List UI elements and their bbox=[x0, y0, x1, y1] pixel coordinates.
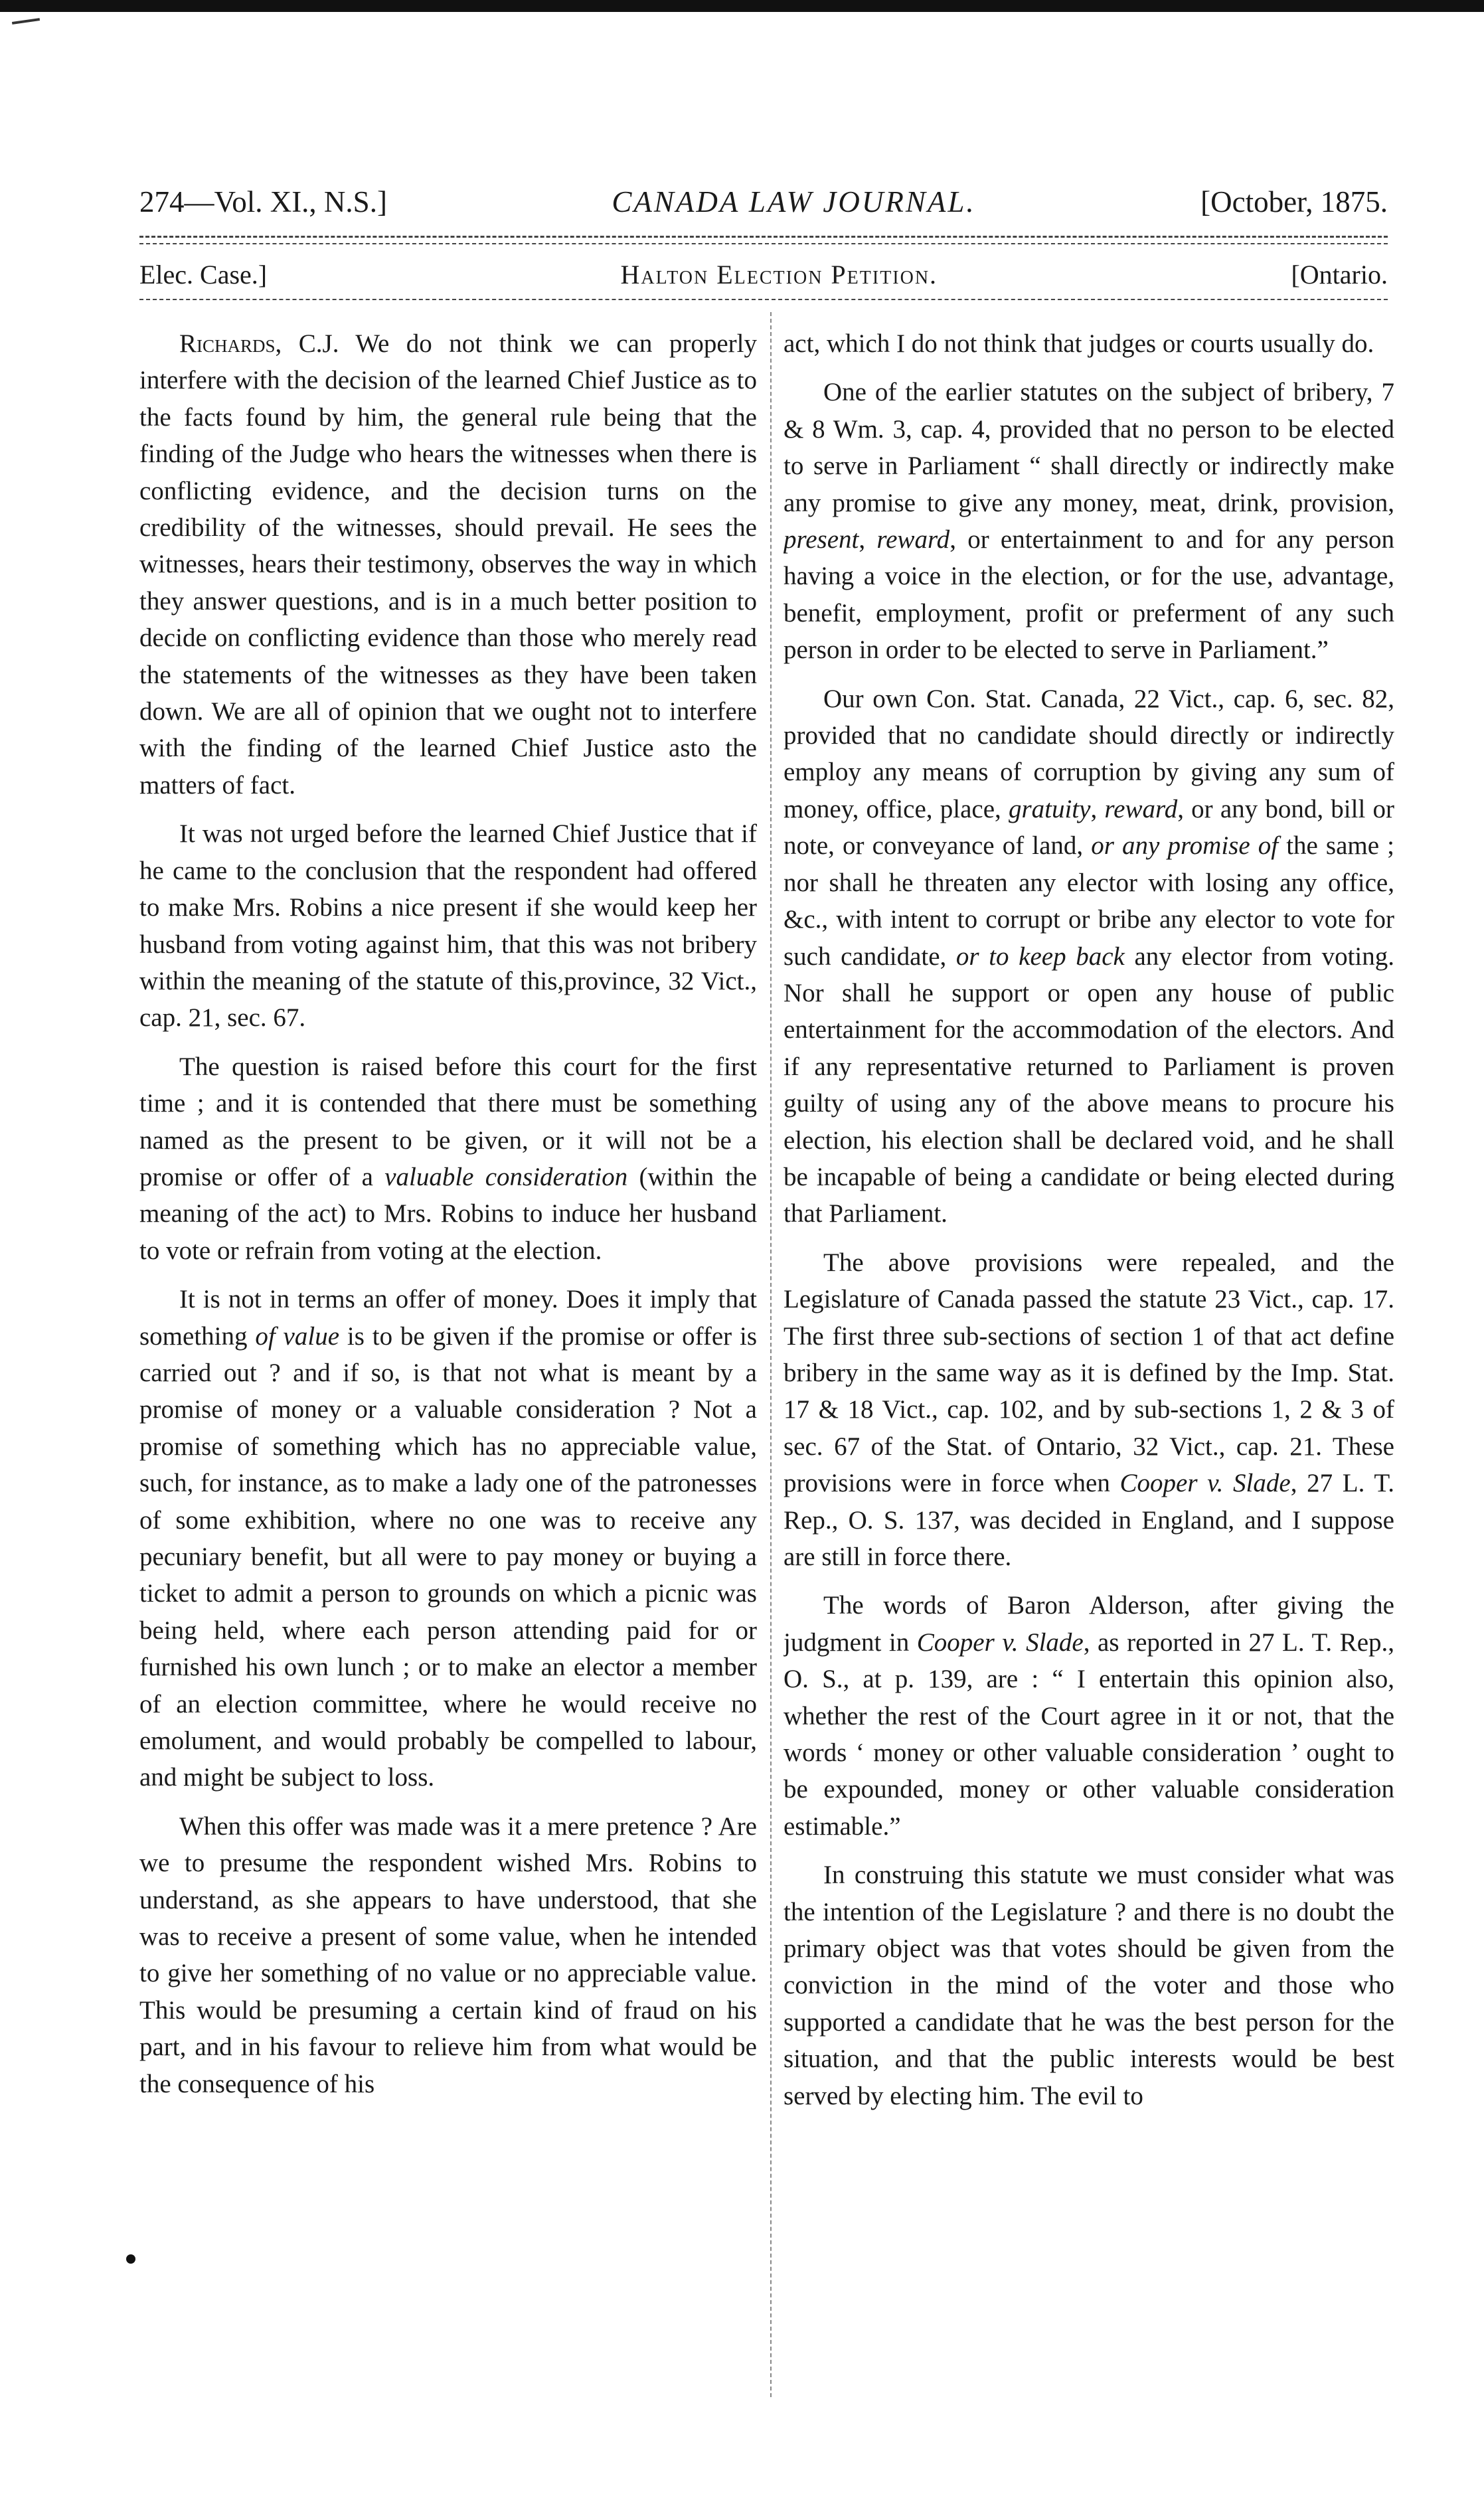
scan-mark bbox=[12, 18, 40, 25]
case-title: Halton Election Petition. bbox=[620, 260, 938, 290]
paragraph: It is not in terms an offer of money. Does it imply that something of value is to be given if the promise or offer is carried out ? and if so, is that not what is meant by a promise of money or a valuable consideration ? Not a promise of something which has no appreciable value, such, for instance, as to make a lady one of the patronesses of some exhibition, where no one was to receive any pecuniary benefit, but all were to pay money or buying a ticket to admit a person to grounds on which a picnic was being held, where each person attending paid for or furnished his own lunch ; or to make an elector a member of an election committee, where he would receive no emolument, and would probably be compelled to labour, and might be subject to loss. bbox=[139, 1285, 757, 1792]
province: [Ontario. bbox=[1291, 260, 1388, 290]
paragraph: The above provisions were repealed, and the Legislature of Canada passed the statute 23 Vict., cap. 17. The first three sub-sections of section 1 of that act define bribery in the same way as it is defined by the Imp. Stat. 17 & 18 Vict., cap. 102, and by sub-sections 1, 2 & 3 of sec. 67 of the Stat. of Ontario, 32 Vict., cap. 21. These provisions were in force when Cooper v. Slade, 27 L. T. Rep., O. S. 137, was decided in England, and I suppose are still in force there. bbox=[783, 1248, 1394, 1571]
paragraph: One of the earlier statutes on the subject of bribery, 7 & 8 Wm. 3, cap. 4, provided that no person to be elected to serve in Parliament “ shall directly or indirectly make any promise to give any money, meat, drink, provision, present, reward, or entertainment to and for any person having a voice in the election, or for the use, advantage, benefit, employment, profit or preferment of any such person in order to be elected to serve in Parliament.” bbox=[783, 378, 1394, 665]
issue-date: [October, 1875. bbox=[1200, 185, 1388, 218]
paragraph: act, which I do not think that judges or courts usually do. bbox=[783, 329, 1374, 358]
case-type: Elec. Case.] bbox=[139, 260, 268, 290]
paragraph: The question is raised before this court for the first time ; and it is contended that there must be something named as the present to be given, or it will not be a promise or offer of a valuable consideration (within the meaning of the act) to Mrs. Robins to induce her husband to vote or refrain from voting at the election. bbox=[139, 1052, 757, 1265]
paragraph: The words of Baron Alderson, after giving the judgment in Cooper v. Slade, as reported in 27 L. T. Rep., O. S., at p. 139, are : “ I entertain this opinion also, whether the rest of the Court agree in it or not, that the words ‘ money or other valuable consideration ’ ought to be expounded, money or other valuable consideration estimable.” bbox=[783, 1591, 1394, 1841]
right-column bbox=[783, 325, 1394, 2410]
header-rule-double bbox=[139, 243, 1388, 244]
case-header bbox=[139, 259, 1388, 299]
top-border bbox=[0, 0, 1484, 12]
header-rule bbox=[139, 236, 1388, 238]
running-header bbox=[139, 185, 1388, 224]
paragraph: Richards, C.J. We do not think we can properly interfere with the decision of the learned Chief Justice as to the facts found by him, the general rule being that the finding of the Judge who hears the witnesses when there is conflicting evidence, and the decision turns on the credibility of the witnesses, should prevail. He sees the witnesses, hears their testimony, observes the way in which they answer questions, and is in a much better position to decide on conflicting evidence than those who merely read the statements of the witnesses as they have been taken down. We are all of opinion that we ought not to interfere with the finding of the learned Chief Justice asto the matters of fact. bbox=[139, 329, 757, 799]
left-column bbox=[139, 325, 757, 2410]
paragraph: Our own Con. Stat. Canada, 22 Vict., cap. 6, sec. 82, provided that no candidate should directly or indirectly employ any means of corruption by giving any sum of money, office, place, gratuity, reward, or any bond, bill or note, or conveyance of land, or any promise of the same ; nor shall he threaten any elector with losing any office, &c., with intent to corrupt or bribe any elector to vote for such candidate, or to keep back any elector from voting. Nor shall he support or open any house of public entertainment for the accommodation of the electors. And if any representative returned to Parliament is proven guilty of using any of the above means to procure his election, his election shall be declared void, and he shall be incapable of being a candidate or being elected during that Parliament. bbox=[783, 684, 1394, 1228]
speaker-name: Richards, C.J. bbox=[179, 329, 339, 358]
paragraph: When this offer was made was it a mere pretence ? Are we to presume the respondent wished Mrs. Robins to understand, as she appears to have understood, that she was to receive a present of some value, when he intended to give her something of no value or no appreciable value. This would be presuming a certain kind of fraud on his part, and in his favour to relieve him from what would be the consequence of his bbox=[139, 1811, 757, 2098]
paragraph: In construing this statute we must consider what was the intention of the Legislature ? and there is no doubt the primary object was that votes should be given from the conviction in the mind of the voter and those who supported a candidate that he was the best person for the situation, and that the public interests would be best served by electing him. The evil to bbox=[783, 1861, 1394, 2110]
journal-title: CANADA LAW JOURNAL. bbox=[612, 185, 976, 218]
case-rule bbox=[139, 299, 1388, 300]
paragraph: It was not urged before the learned Chief Justice that if he came to the conclusion that the respondent had offered to make Mrs. Robins a nice present if she would keep her husband from voting against him, that this was not bribery within the meaning of the statute of this,province, 32 Vict., cap. 21, sec. 67. bbox=[139, 819, 757, 1033]
column-divider bbox=[770, 312, 772, 2397]
page-volume: 274—Vol. XI., N.S.] bbox=[139, 185, 387, 218]
margin-ink-mark bbox=[126, 2254, 135, 2264]
